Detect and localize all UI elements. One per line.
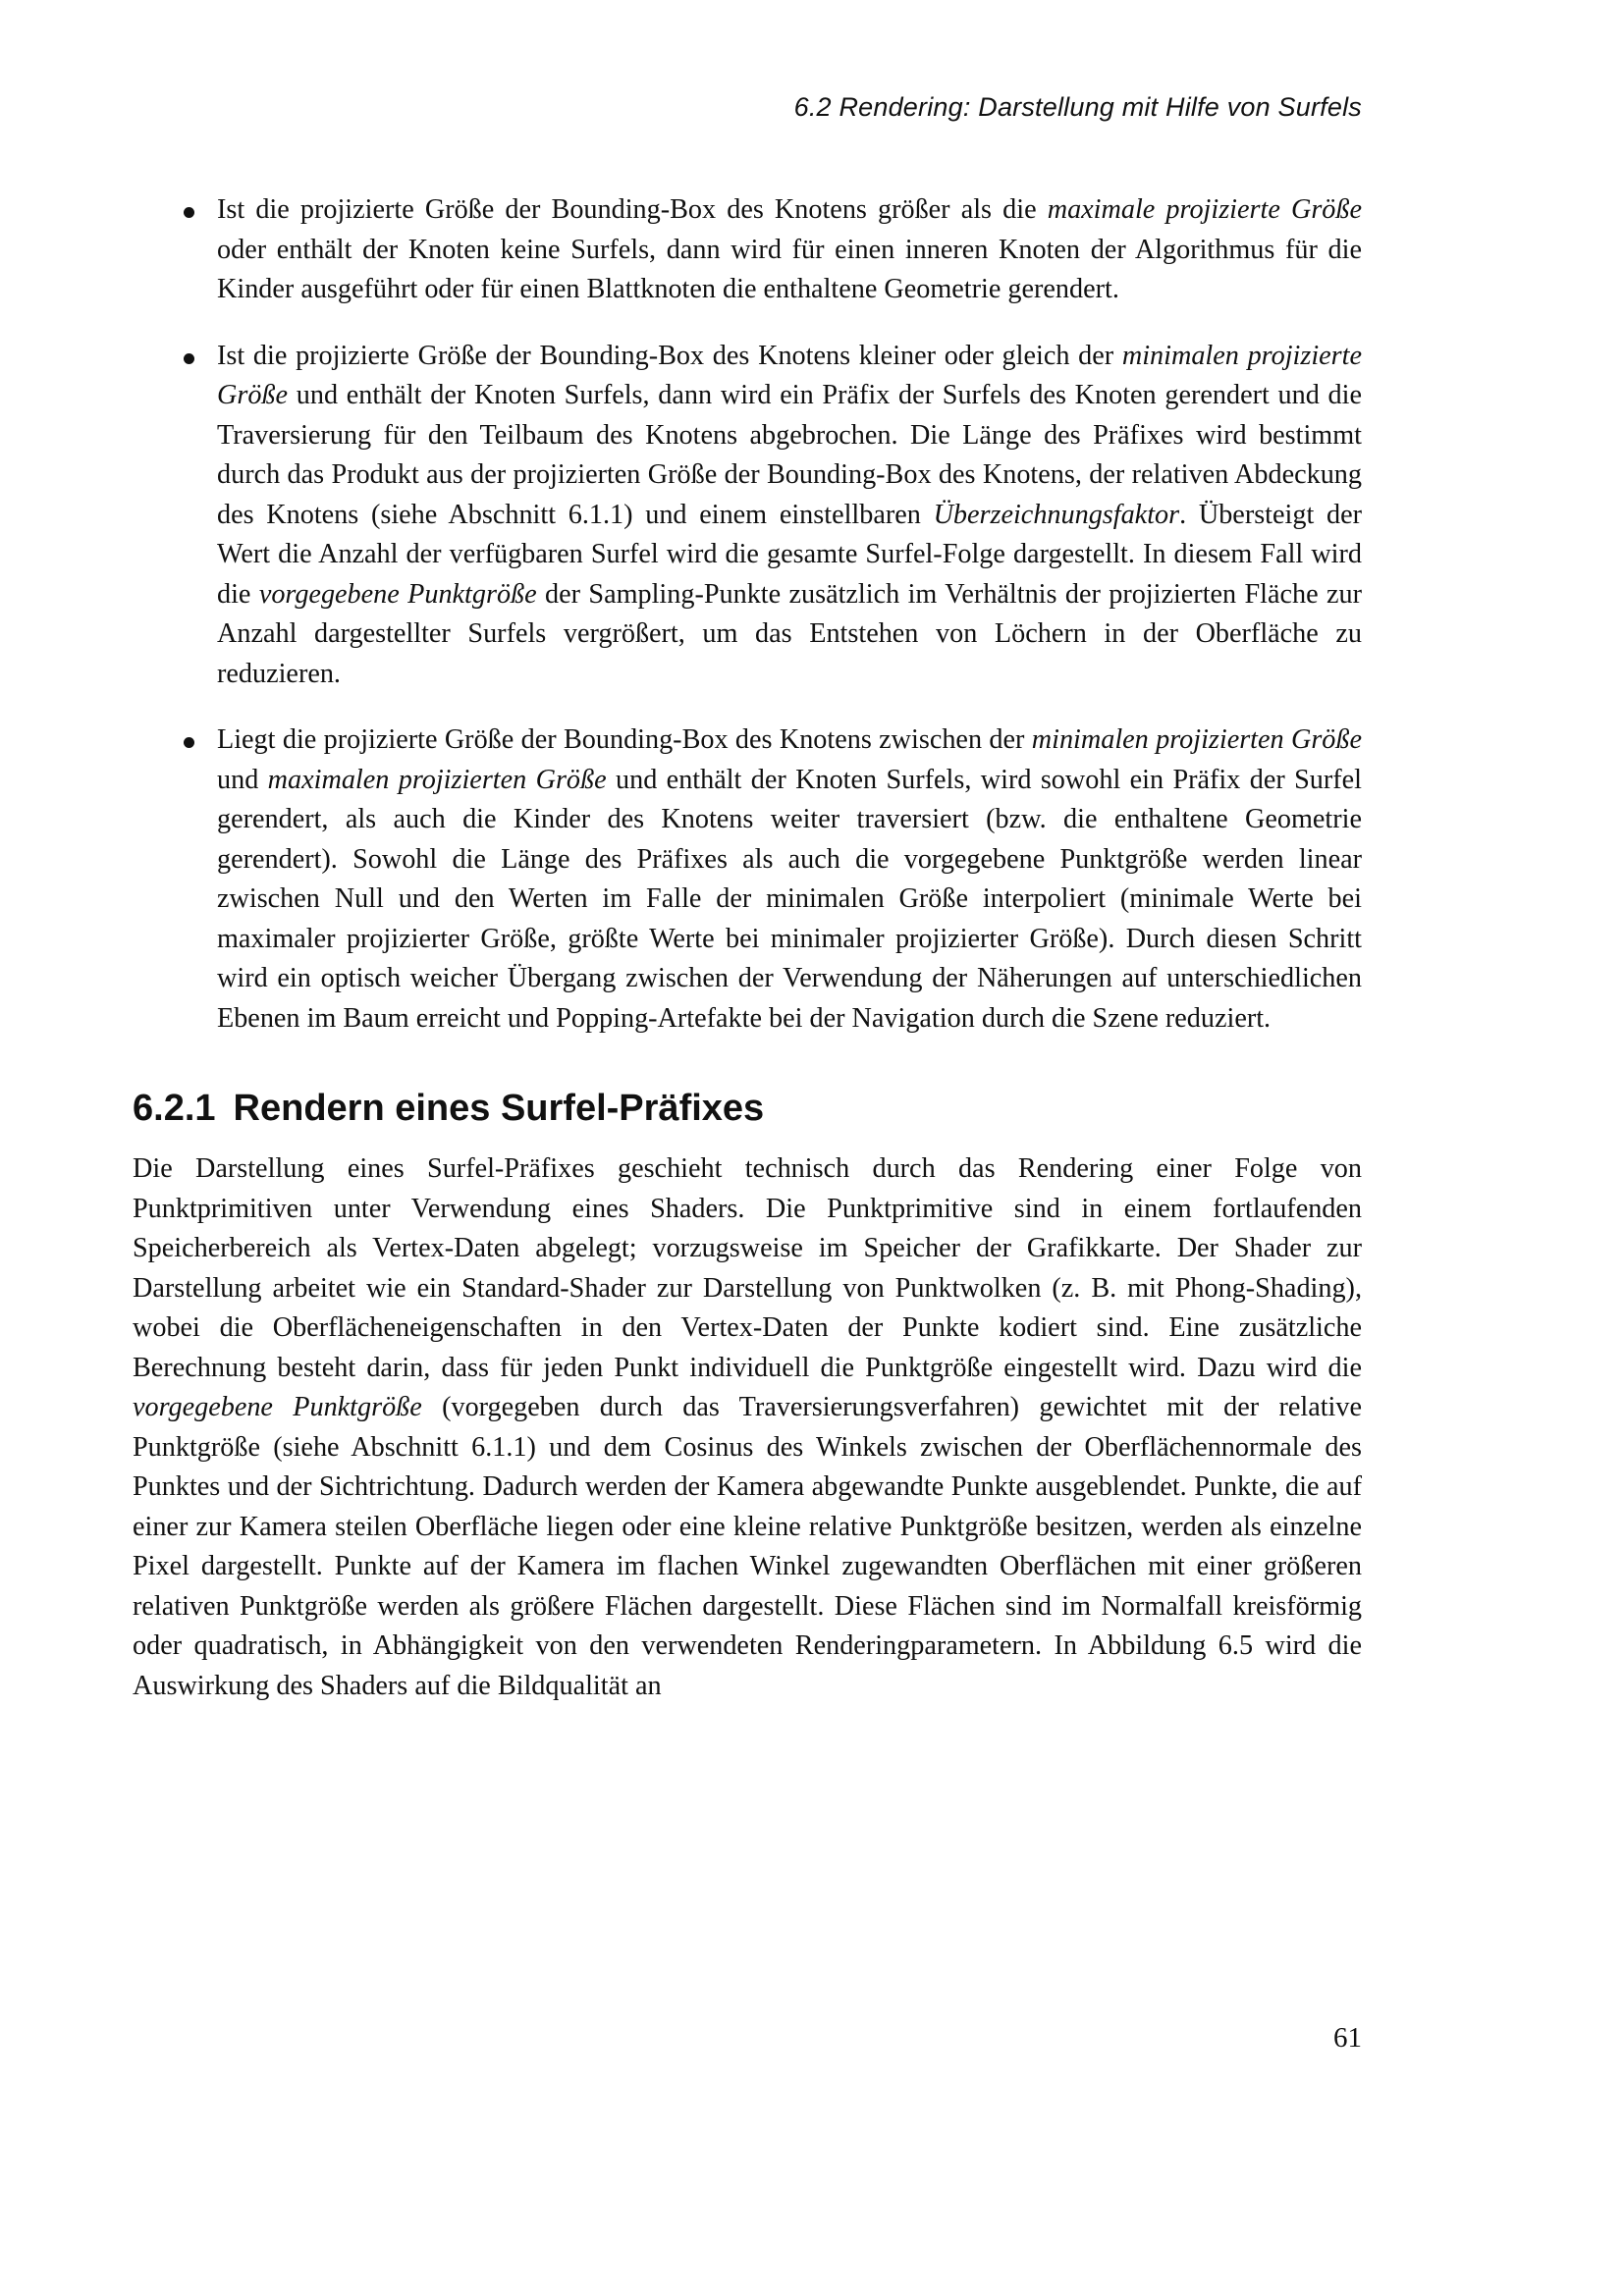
text-run: Die Darstellung eines Surfel-Präfixes geschieht technisch durch das Rendering einer Folge von Punktprimitiven unter Verwendung eines Shaders. Die Punktprimitive sind in einem fortlaufenden Speicherbereich als Vertex-Daten abgelegt; vorzugsweise im Speicher der Grafikkarte. Der Shader zur Darstellung arbeitet wie ein Standard-Shader zur Darstellung von Punktwolken (z. B. mit Phong-Shading), wobei die Oberflächeneigenschaften in den Vertex-Daten der Punkte kodiert sind. Eine zusätzliche Berechnung besteht darin, dass für jeden Punkt individuell die Punktgröße eingestellt wird. Dazu wird die xyxy=(133,1153,1362,1383)
page-body xyxy=(133,190,1362,1706)
emphasized-term: Überzeichnungsfaktor xyxy=(933,499,1180,530)
emphasized-term: maximale projizierte Größe xyxy=(1047,194,1362,225)
bullet-icon xyxy=(184,353,194,364)
bullet-text xyxy=(217,341,1362,689)
emphasized-term: minimalen projizierten Größe xyxy=(1031,724,1363,755)
bullet-item xyxy=(133,337,1362,695)
running-header: 6.2 Rendering: Darstellung mit Hilfe von Surfels xyxy=(793,92,1362,122)
bullet-icon xyxy=(184,207,194,218)
text-run: Liegt die projizierte Größe der Bounding-Box des Knotens zwischen der xyxy=(217,724,1032,755)
text-run: und enthält der Knoten Surfels, dann wird ein Präfix der Surfels des Knoten gerendert und die Traversierung für den Teilbaum des Knotens abgebrochen. Die Länge des Präfixes wird bestimmt durch das Produkt aus der projizierten Größe der Bounding-Box des Knotens, der relativen Abdeckung des Knotens (siehe Abschnitt 6.1.1) und einem einstellbaren xyxy=(217,380,1362,530)
body-paragraph xyxy=(133,1149,1362,1706)
emphasized-term: minimalen projizierte Größe xyxy=(217,340,1362,410)
emphasized-term: vorgegebene Punktgröße xyxy=(258,578,537,610)
text-run: und xyxy=(217,764,268,795)
bullet-text xyxy=(217,724,1362,1034)
bullet-item xyxy=(133,190,1362,310)
section-number: 6.2.1 xyxy=(133,1088,216,1129)
page-number: 61 xyxy=(1333,2022,1362,2054)
bullet-text xyxy=(217,194,1362,304)
text-run: oder enthält der Knoten keine Surfels, dann wird für einen inneren Knoten der Algorithmus für die Kinder ausgeführt oder für einen Blattknoten die enthaltene Geometrie gerendert. xyxy=(217,234,1362,304)
text-run: (vorgegeben durch das Traversierungsverfahren) gewichtet mit der relative Punktgröße (siehe Abschnitt 6.1.1) und dem Cosinus des Winkels zwischen der Oberflächennormale des Punktes und der Sichtrichtung. Dadurch werden der Kamera abgewandte Punkte ausgeblendet. Punkte, die auf einer zur Kamera steilen Oberfläche liegen oder eine kleine relative Punktgröße besitzen, werden als einzelne Pixel dargestellt. Punkte auf der Kamera im flachen Winkel zugewandten Oberflächen mit einer größeren relativen Punktgröße werden als größere Flächen dargestellt. Diese Flächen sind im Normalfall kreisförmig oder quadratisch, in Abhängigkeit von den verwendeten Renderingparametern. In Abbildung 6.5 wird die Auswirkung des Shaders auf die Bildqualität an xyxy=(133,1392,1362,1701)
bullet-icon xyxy=(184,737,194,748)
bullet-list xyxy=(133,190,1362,1039)
text-run: der Sampling-Punkte zusätzlich im Verhältnis der projizierten Fläche zur Anzahl dargestellter Surfels vergrößert, um das Entstehen von Löchern in der Oberfläche zu reduzieren. xyxy=(217,578,1363,689)
emphasized-term: maximalen projizierten Größe xyxy=(267,764,607,795)
section-heading xyxy=(133,1085,1362,1132)
emphasized-term: vorgegebene Punktgröße xyxy=(133,1392,422,1422)
text-run: und enthält der Knoten Surfels, wird sowohl ein Präfix der Surfel gerendert, als auch die Kinder des Knotens weiter traversiert (bzw. die enthaltene Geometrie gerendert). Sowohl die Länge des Präfixes als auch die vorgegebene Punktgröße werden linear zwischen Null und den Werten im Falle der minimalen Größe interpoliert (minimale Werte bei maximaler projizierter Größe, größte Werte bei minimaler projizierter Größe). Durch diesen Schritt wird ein optisch weicher Übergang zwischen der Verwendung der Näherungen auf unterschiedlichen Ebenen im Baum erreicht und Popping-Artefakte bei der Navigation durch die Szene reduziert. xyxy=(217,764,1363,1034)
section-title: Rendern eines Surfel-Präfixes xyxy=(233,1088,765,1129)
text-run: . Übersteigt der Wert die Anzahl der verfügbaren Surfel wird die gesamte Surfel-Folge dargestellt. In diesem Fall wird die xyxy=(217,499,1362,610)
text-run: Ist die projizierte Größe der Bounding-Box des Knotens kleiner oder gleich der xyxy=(217,340,1122,371)
bullet-item xyxy=(133,721,1362,1039)
text-run: Ist die projizierte Größe der Bounding-Box des Knotens größer als die xyxy=(217,194,1048,225)
